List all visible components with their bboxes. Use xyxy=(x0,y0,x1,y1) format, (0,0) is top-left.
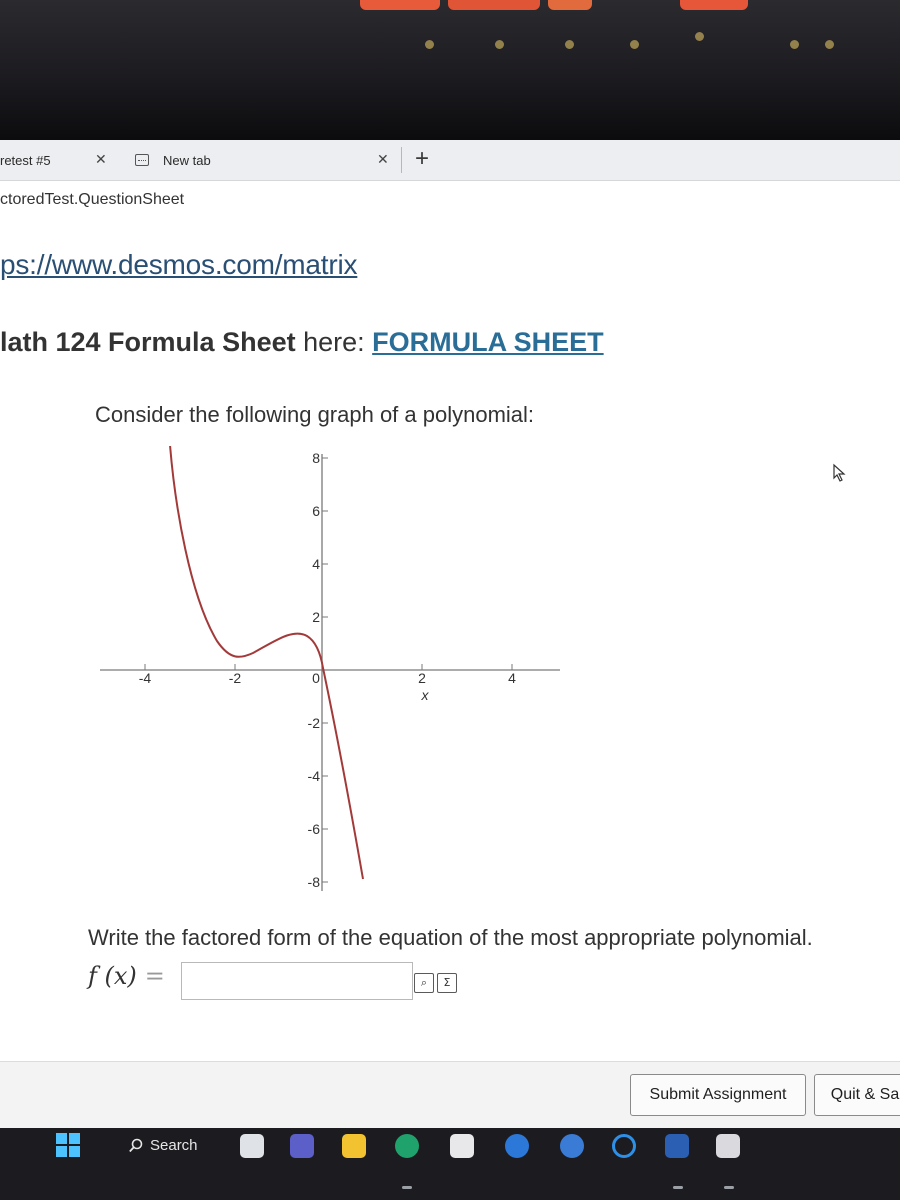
close-icon[interactable]: ✕ xyxy=(95,151,107,167)
store-icon[interactable] xyxy=(450,1134,474,1158)
x-tick-label: -2 xyxy=(228,670,242,686)
search-icon xyxy=(128,1138,144,1154)
assignment-footer xyxy=(0,1061,900,1129)
bezel-dot xyxy=(425,40,434,49)
windows-start-icon[interactable] xyxy=(56,1133,80,1157)
y-tick-label: 6 xyxy=(312,503,320,519)
bezel-dot xyxy=(695,32,704,41)
active-app-indicator xyxy=(724,1186,734,1189)
snipping-tool-icon[interactable] xyxy=(716,1134,740,1158)
screen-bezel xyxy=(0,0,900,140)
x-axis-label: x xyxy=(421,687,429,703)
y-tick-label: 8 xyxy=(312,450,320,466)
instruction-text: Write the factored form of the equation of the most appropriate polynomial. xyxy=(88,925,813,950)
equals-sign: = xyxy=(144,962,165,990)
question-text: Consider the following graph of a polynomial: xyxy=(95,402,535,427)
y-tick-label: 2 xyxy=(312,609,320,625)
formula-sheet-link[interactable]: FORMULA SHEET xyxy=(372,327,604,357)
browser-tab-strip xyxy=(0,140,900,181)
tab-retest[interactable] xyxy=(0,140,51,180)
y-tick-label: -2 xyxy=(307,715,320,731)
y-tick-label: -8 xyxy=(307,874,320,890)
task-view-icon[interactable] xyxy=(240,1134,264,1158)
bezel-dot xyxy=(495,40,504,49)
x-tick-label: 2 xyxy=(418,670,426,686)
tab-label: retest #5 xyxy=(0,152,51,168)
preview-icon[interactable]: ⌕ xyxy=(414,973,434,993)
bezel-light xyxy=(360,0,440,10)
fx-label: f (x) xyxy=(88,962,137,990)
cortana-icon[interactable] xyxy=(612,1134,636,1158)
x-tick-label: -4 xyxy=(138,670,152,686)
y-tick-label: 4 xyxy=(312,556,320,572)
new-tab-plus-icon[interactable]: + xyxy=(415,145,430,172)
photos-icon[interactable] xyxy=(505,1134,529,1158)
question-page xyxy=(0,181,900,1061)
search-label: Search xyxy=(150,1137,198,1154)
word-icon[interactable] xyxy=(665,1134,689,1158)
bezel-dot xyxy=(565,40,574,49)
desmos-matrix-link[interactable]: ps://www.desmos.com/matrix xyxy=(0,249,358,280)
x-tick-marks xyxy=(145,664,512,670)
active-app-indicator xyxy=(402,1186,412,1189)
tab-new-tab[interactable] xyxy=(135,140,211,180)
file-explorer-icon[interactable] xyxy=(342,1134,366,1158)
active-app-indicator xyxy=(673,1186,683,1189)
polynomial-curve xyxy=(170,446,363,879)
bezel-light xyxy=(548,0,592,10)
bezel-dot xyxy=(790,40,799,49)
mouse-cursor-icon xyxy=(832,463,848,483)
close-icon[interactable]: ✕ xyxy=(377,151,389,167)
quit-save-button[interactable]: Quit & Sa xyxy=(814,1074,900,1116)
tab-label: New tab xyxy=(163,152,211,168)
answer-input[interactable] xyxy=(181,962,413,1000)
y-tick-label: -4 xyxy=(307,768,320,784)
formula-here: here: xyxy=(295,327,373,357)
function-label xyxy=(88,962,165,990)
new-tab-icon xyxy=(135,154,149,166)
bezel-light xyxy=(448,0,540,10)
polynomial-graph-plot xyxy=(95,446,565,896)
x-tick-label: 4 xyxy=(508,670,516,686)
page-title: ctoredTest.QuestionSheet xyxy=(0,191,185,208)
bezel-light xyxy=(680,0,748,10)
submit-assignment-button[interactable]: Submit Assignment xyxy=(630,1074,806,1116)
equation-editor-icon[interactable]: Σ xyxy=(437,973,457,993)
tab-separator xyxy=(401,147,402,173)
formula-prefix: lath 124 Formula Sheet xyxy=(0,327,296,357)
x-tick-label: 0 xyxy=(312,670,320,686)
help-icon[interactable] xyxy=(560,1134,584,1158)
bezel-dot xyxy=(825,40,834,49)
taskbar-search[interactable] xyxy=(128,1137,198,1154)
teams-chat-icon[interactable] xyxy=(290,1134,314,1158)
formula-sheet-line xyxy=(0,327,604,358)
edge-browser-icon[interactable] xyxy=(395,1134,419,1158)
bezel-dot xyxy=(630,40,639,49)
y-tick-label: -6 xyxy=(307,821,320,837)
